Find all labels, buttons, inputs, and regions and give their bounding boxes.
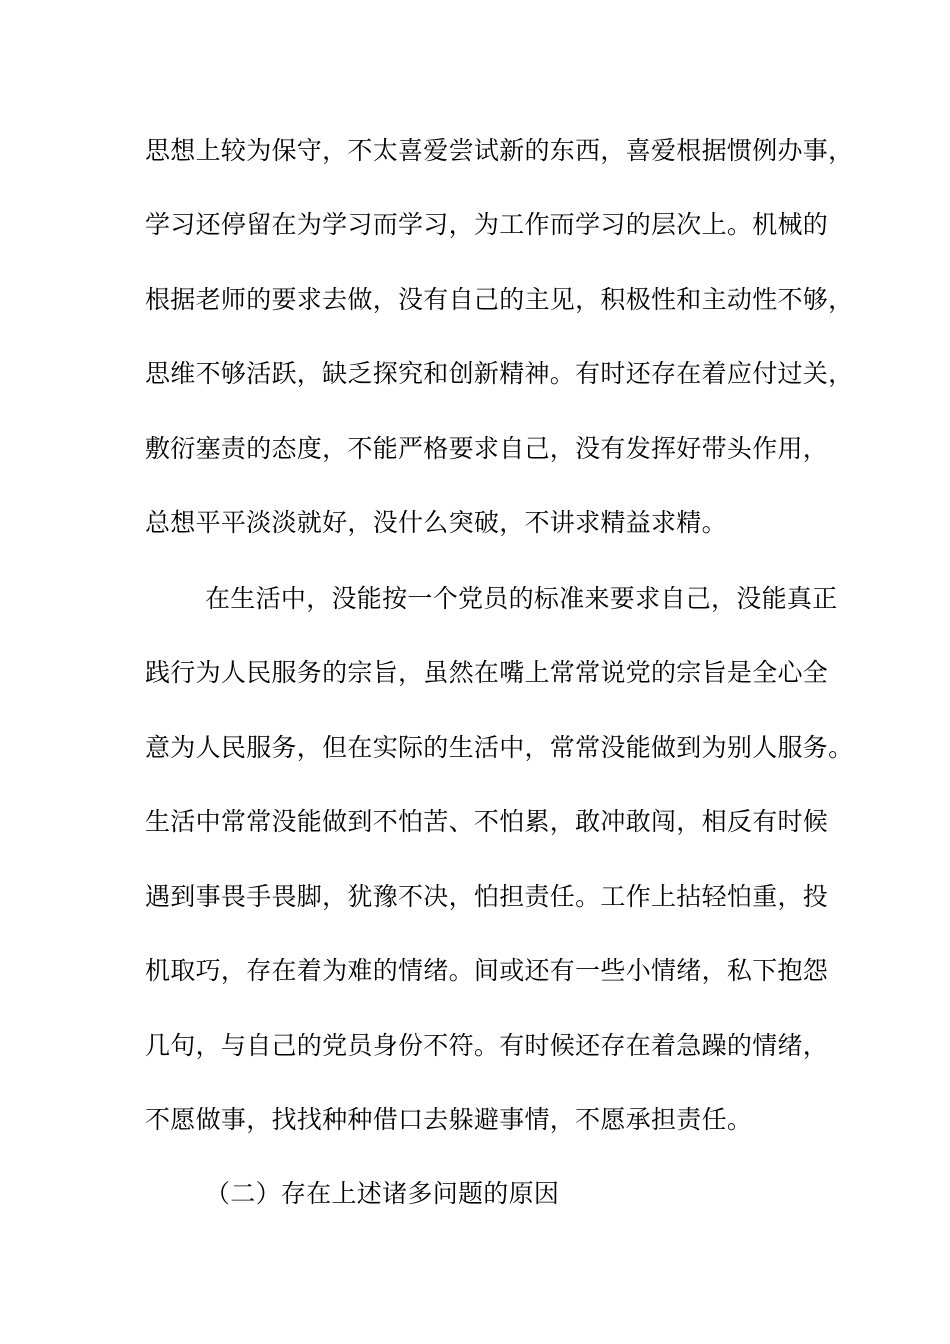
text-line: 不愿做事，找找种种借口去躲避事情，不愿承担责任。: [145, 1105, 753, 1134]
text-line: 思维不够活跃，缺乏探究和创新精神。有时还存在着应付过关，: [145, 359, 854, 388]
text-line: 学习还停留在为学习而学习，为工作而学习的层次上。机械的: [145, 210, 829, 239]
text-line: 生活中常常没能做到不怕苦、不怕累，敢冲敢闯，相反有时候: [145, 807, 829, 836]
text-line: 敷衍塞责的态度，不能严格要求自己，没有发挥好带头作用，: [145, 434, 829, 463]
text-line: 根据老师的要求去做，没有自己的主见，积极性和主动性不够，: [145, 285, 854, 314]
text-line: 践行为人民服务的宗旨，虽然在嘴上常常说党的宗旨是全心全: [145, 658, 829, 687]
section-heading: （二）存在上述诸多问题的原因: [205, 1179, 560, 1208]
text-line: 意为人民服务，但在实际的生活中，常常没能做到为别人服务。: [145, 733, 854, 762]
text-line: 总想平平淡淡就好，没什么突破，不讲求精益求精。: [145, 508, 727, 537]
text-line: 机取巧，存在着为难的情绪。间或还有一些小情绪，私下抱怨: [145, 956, 829, 985]
text-line: 遇到事畏手畏脚，犹豫不决，怕担责任。工作上拈轻怕重，投: [145, 882, 829, 911]
text-line: 在生活中，没能按一个党员的标准来要求自己，没能真正: [205, 584, 838, 613]
text-line: 几句，与自己的党员身份不符。有时候还存在着急躁的情绪，: [145, 1031, 829, 1060]
text-line: 思想上较为保守，不太喜爱尝试新的东西，喜爱根据惯例办事，: [145, 136, 854, 165]
